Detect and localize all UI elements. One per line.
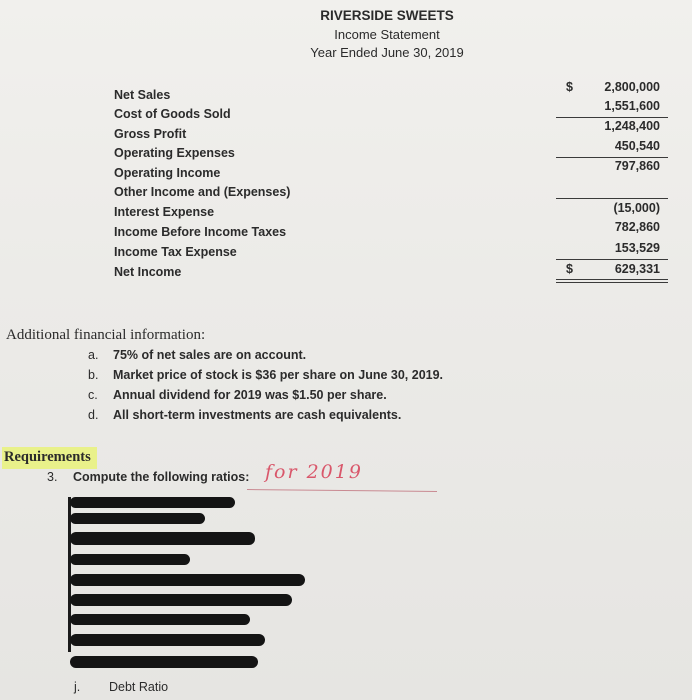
item-letter: a.	[88, 348, 99, 362]
line-label: Income Before Income Taxes	[114, 225, 287, 239]
redaction-bar	[70, 513, 205, 524]
redaction-bar	[70, 614, 250, 625]
line-label: Other Income and (Expenses)	[114, 185, 291, 199]
line-label: Operating Expenses	[114, 146, 235, 160]
redaction-bar	[70, 574, 305, 586]
requirement-number: 3.	[47, 470, 58, 484]
line-label: Net Sales	[114, 88, 171, 102]
underline	[556, 198, 668, 199]
line-label: Income Tax Expense	[114, 245, 237, 259]
line-label: Cost of Goods Sold	[114, 107, 231, 121]
double-underline	[556, 282, 668, 283]
item-letter: c.	[88, 388, 98, 402]
amount-income-before-taxes: 782,860	[614, 220, 660, 234]
underline	[556, 157, 668, 158]
underline	[556, 259, 668, 260]
amount-interest-expense: (15,000)	[613, 201, 660, 215]
requirement-item: Debt Ratio	[109, 680, 169, 694]
item-text: All short-term investments are cash equivalents.	[113, 408, 402, 422]
redaction-bar	[70, 634, 265, 646]
item-letter: d.	[88, 408, 99, 422]
line-label: Operating Income	[114, 166, 221, 180]
handwritten-underline	[247, 489, 437, 492]
requirement-text: Compute the following ratios:	[73, 470, 250, 484]
statement-title: Income Statement	[334, 27, 440, 42]
amount-net-income: 629,331	[614, 262, 660, 276]
amount-net-sales: 2,800,000	[604, 80, 660, 94]
redaction-bar	[70, 532, 255, 545]
redaction-bar	[70, 554, 190, 565]
underline	[556, 117, 668, 118]
redaction-bar	[70, 656, 258, 668]
redaction-bar	[70, 497, 235, 508]
line-label: Gross Profit	[114, 127, 187, 141]
double-underline	[556, 279, 668, 280]
amount-income-tax: 153,529	[614, 241, 660, 255]
item-letter: b.	[88, 368, 99, 382]
item-text: Market price of stock is $36 per share on June 30, 2019.	[113, 368, 444, 382]
amount-operating-expenses: 450,540	[614, 139, 660, 153]
line-label: Net Income	[114, 265, 182, 279]
statement-period: Year Ended June 30, 2019	[310, 45, 464, 60]
handwritten-note: for 2019	[265, 461, 363, 483]
dollar-sign: $	[566, 80, 573, 94]
item-text: 75% of net sales are on account.	[113, 348, 307, 362]
line-label: Interest Expense	[114, 205, 215, 219]
redaction-bar	[70, 594, 292, 606]
requirements-heading: Requirements	[4, 449, 91, 465]
requirement-letter: j.	[74, 680, 81, 694]
additional-info-heading: Additional financial information:	[6, 327, 206, 343]
amount-operating-income: 797,860	[614, 159, 660, 173]
amount-cogs: 1,551,600	[604, 99, 660, 113]
amount-gross-profit: 1,248,400	[604, 119, 660, 133]
company-name: RIVERSIDE SWEETS	[320, 8, 454, 23]
item-text: Annual dividend for 2019 was $1.50 per share.	[113, 388, 387, 402]
dollar-sign: $	[566, 262, 573, 276]
